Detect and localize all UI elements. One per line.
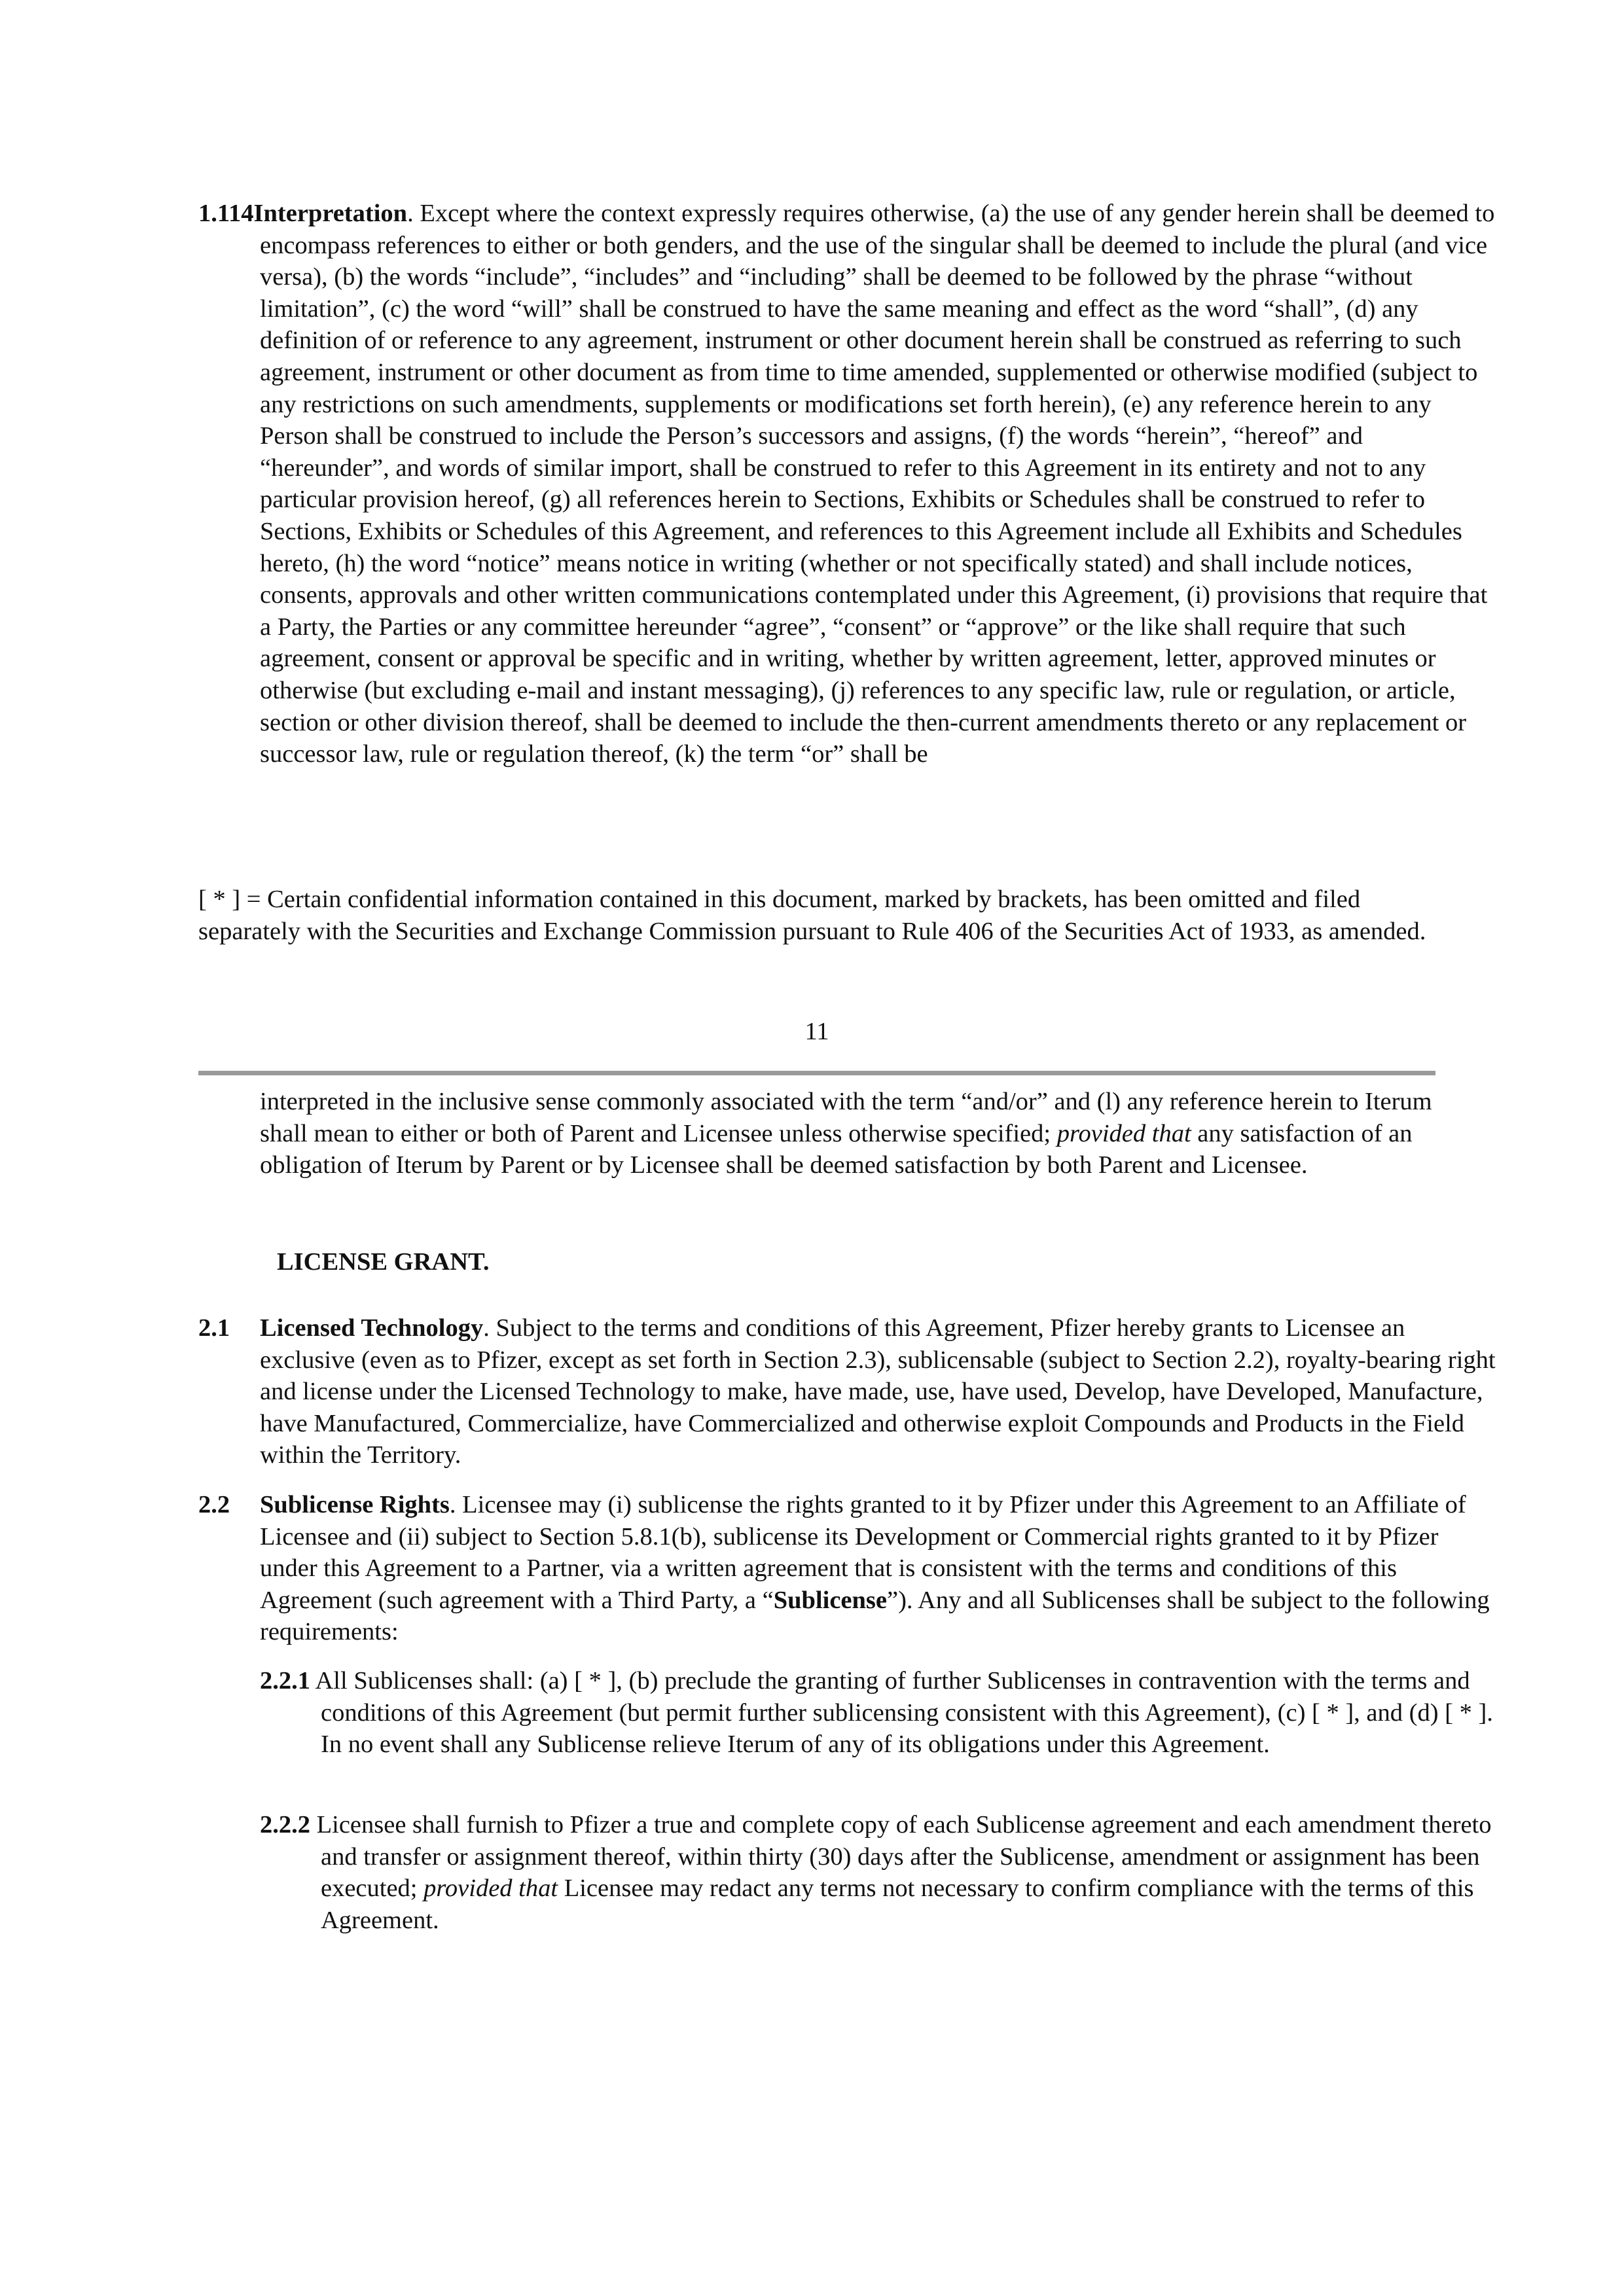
section-heading: Sublicense Rights [260,1491,450,1518]
section-text: . Except where the context expressly requires otherwise, (a) the use of any gender herein shall be deemed to encompass references to either or both genders, and the use of the singular shall be deemed to include the plural (and vice versa), (b) the words “include”, “includes” and “including” shall be deemed to be followed by the phrase “without limitation”, (c) the word “will” shall be construed to have the same meaning and effect as the word “shall”, (d) any definition of or reference to any agreement, instrument or other document herein shall be construed as referring to such agreement, instrument or other document as from time to time amended, supplemented or otherwise modified (subject to any restrictions on such amendments, supplements or modifications set forth herein), (e) any reference herein to any Person shall be construed to include the Person’s successors and assigns, (f) the words “herein”, “hereof” and “hereunder”, and words of similar import, shall be construed to refer to this Agreement in its entirety and not to any particular provision hereof, (g) all references herein to Sections, Exhibits or Schedules shall be construed to refer to Sections, Exhibits or Schedules of this Agreement, and references to this Agreement include all Exhibits and Schedules hereto, (h) the word “notice” means notice in writing (whether or not specifically stated) and shall include notices, consents, approvals and other written communications contemplated under this Agreement, (i) provisions that require that a Party, the Parties or any committee hereunder “agree”, “consent” or “approve” or the like shall require that such agreement, consent or approval be specific and in writing, whether by written agreement, letter, approved minutes or otherwise (but excluding e-mail and instant messaging), (j) references to any specific law, rule or regulation, or article, section or other division thereof, shall be deemed to include the then-current amendments thereto or any replacement or successor law, rule or regulation thereof, (k) the term “or” shall be [260,200,1495,768]
continuation-text-end: any satisfaction of an obligation of Iterum by Parent or by Licensee shall be deemed satisfaction by both Parent and Licensee. [260,1119,1413,1179]
section-number: 1.114 [198,200,254,227]
proviso-text: provided that [1056,1119,1191,1147]
article-heading: LICENSE GRANT. [277,1248,490,1276]
section-text: . Licensee may (i) sublicense the rights granted to it by Pfizer under this Agreement to an Affiliate of Licensee and (ii) subject to Section 5.8.1(b), sublicense its Development or Commercial rights granted to it by Pfizer under this Agreement to a Partner, via a written agreement that is consistent with the terms and conditions of this Agreement (such agreement with a Third Party, a “ [260,1491,1466,1614]
section-text: . Subject to the terms and conditions of this Agreement, Pfizer hereby grants to Licensee an exclusive (even as to Pfizer, except as set forth in Section 2.3), sublicensable (subject to Section 2.2), royalty-bearing right and license under the Licensed Technology to make, have made, use, have used, Develop, have Developed, Manufacture, have Manufactured, Commercialize, have Commercialized and otherwise exploit Compounds and Products in the Field within the Territory. [260,1314,1496,1469]
section-text: Licensee shall furnish to Pfizer a true and complete copy of each Sublicense agreement and each amendment thereto and transfer or assignment thereof, within thirty (30) days after the Sublicense, amendment or assignment has been executed; [310,1811,1492,1903]
section-1-114 [198,198,1497,770]
page-number: 11 [804,1018,829,1045]
section-heading: Interpretation [253,200,408,227]
section-number: 2.2.1 [260,1667,310,1695]
section-text-end: Licensee may redact any terms not necessary to confirm compliance with the terms of this Agreement. [321,1874,1474,1934]
section-2-2-2 [260,1809,1496,1936]
continuation-text: interpreted in the inclusive sense commonly associated with the term “and/or” and (l) any reference herein to Iterum shall mean to either or both of Parent and Licensee unless otherwise specified; [260,1088,1432,1147]
page-divider [198,1071,1435,1075]
section-2-1 [198,1312,1497,1471]
section-text-end: ”). Any and all Sublicenses shall be subject to the following requirements: [260,1586,1490,1646]
section-number: 2.1 [198,1314,230,1342]
proviso-text: provided that [424,1874,558,1903]
section-number: 2.2 [198,1491,230,1518]
section-heading: Licensed Technology [260,1314,484,1342]
confidentiality-footnote: [ * ] = Certain confidential information contained in this document, marked by brackets, has been omitted and filed separately with the Securities and Exchange Commission pursuant to Rule 406 of the Securities Act of 1933, as amended. [198,886,1426,945]
defined-term: Sublicense [773,1586,887,1614]
section-2-2-1 [260,1665,1496,1761]
section-number: 2.2.2 [260,1811,310,1839]
section-text: All Sublicenses shall: (a) [ * ], (b) preclude the granting of further Sublicenses in contravention with the terms and conditions of this Agreement (but permit further sublicensing consistent with this Agreement), (c) [ * ], and (d) [ * ]. In no event shall any Sublicense relieve Iterum of any of its obligations under this Agreement. [310,1667,1493,1759]
continuation-paragraph [260,1086,1435,1181]
section-2-2 [198,1489,1497,1648]
